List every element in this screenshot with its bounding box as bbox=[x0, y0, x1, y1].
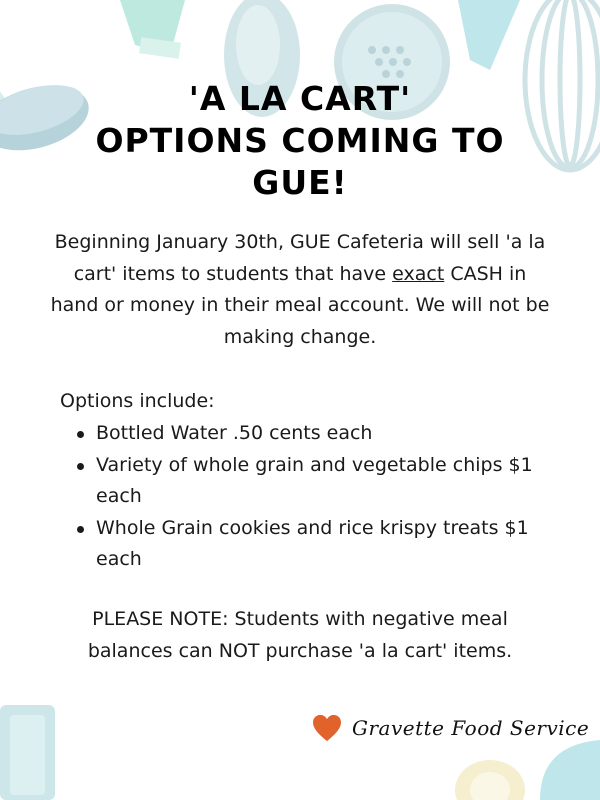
cleaver-icon bbox=[0, 705, 55, 800]
option-item: Variety of whole grain and vegetable chips $1 each bbox=[75, 450, 545, 513]
option-item: Whole Grain cookies and rice krispy treats $1 each bbox=[75, 513, 545, 576]
signature-block bbox=[312, 708, 589, 748]
title-line-1: 'A LA CART' bbox=[188, 79, 412, 118]
page-title bbox=[0, 78, 600, 204]
title-line-2: OPTIONS COMING TO bbox=[95, 121, 505, 160]
intro-underlined-word: exact bbox=[392, 262, 445, 285]
intro-text-before: Beginning January 30th, GUE Cafeteria will sell 'a la cart' items to students that have bbox=[54, 231, 546, 285]
intro-paragraph bbox=[50, 227, 550, 353]
signature-text: Gravette Food Service bbox=[352, 716, 590, 740]
option-item: Bottled Water .50 cents each bbox=[75, 418, 545, 450]
options-label: Options include: bbox=[60, 390, 215, 412]
heart-icon bbox=[312, 714, 342, 742]
cream-spoon-icon bbox=[455, 760, 525, 800]
flipper-icon bbox=[458, 0, 520, 70]
title-line-3: GUE! bbox=[252, 163, 348, 202]
measuring-cup-icon bbox=[540, 740, 600, 800]
note-paragraph: PLEASE NOTE: Students with negative meal balances can NOT purchase 'a la cart' items. bbox=[87, 608, 513, 662]
spatula-icon bbox=[120, 0, 185, 59]
intro-text-after: CASH in hand or money in their meal account. We will not be making change. bbox=[50, 262, 550, 348]
options-list bbox=[75, 418, 545, 576]
